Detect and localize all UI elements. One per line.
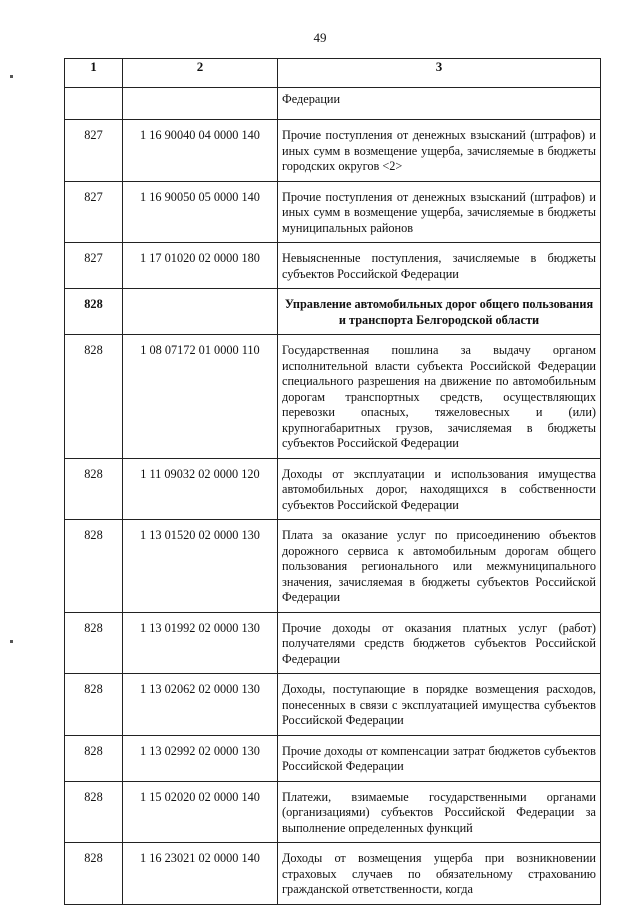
budget-classification-code-cell: 1 17 01020 02 0000 180 [123, 243, 278, 289]
table-row [65, 335, 601, 459]
revenue-description-cell: Федерации [278, 88, 601, 120]
revenue-description-cell: Плата за оказание услуг по присоединению объектов дорожного сервиса к автомобильным дорогам общего пользования регионального или межмуниципального значения, зачисляемая в бюджеты субъектов Российской Федерации [278, 520, 601, 613]
budget-classification-code-cell [123, 88, 278, 120]
admin-code-cell: 828 [65, 735, 123, 781]
revenue-description-cell: Прочие поступления от денежных взысканий (штрафов) и иных сумм в возмещение ущерба, зачисляемые в бюджеты муниципальных районов [278, 181, 601, 243]
admin-code-cell: 827 [65, 243, 123, 289]
table-row [65, 843, 601, 905]
admin-code-cell: 828 [65, 674, 123, 736]
admin-code-cell: 827 [65, 181, 123, 243]
revenue-description-cell: Прочие поступления от денежных взысканий (штрафов) и иных сумм в возмещение ущерба, зачисляемые в бюджеты городских округов <2> [278, 120, 601, 182]
admin-code-cell: 828 [65, 843, 123, 905]
margin-mark [10, 75, 13, 78]
table-row [65, 520, 601, 613]
budget-classification-code-cell [123, 289, 278, 335]
admin-code-cell: 828 [65, 520, 123, 613]
admin-code-cell: 828 [65, 335, 123, 459]
budget-classification-code-cell: 1 16 90050 05 0000 140 [123, 181, 278, 243]
admin-code-cell: 828 [65, 289, 123, 335]
budget-classification-code-cell: 1 11 09032 02 0000 120 [123, 458, 278, 520]
page-number: 49 [313, 30, 327, 45]
budget-classification-code-cell: 1 15 02020 02 0000 140 [123, 781, 278, 843]
budget-classification-code-cell: 1 16 90040 04 0000 140 [123, 120, 278, 182]
budget-classification-code-cell: 1 13 01520 02 0000 130 [123, 520, 278, 613]
budget-classification-code-cell: 1 13 02992 02 0000 130 [123, 735, 278, 781]
admin-code-cell [65, 88, 123, 120]
admin-code-cell: 828 [65, 458, 123, 520]
revenue-description-cell: Прочие доходы от компенсации затрат бюджетов субъектов Российской Федерации [278, 735, 601, 781]
table-row [65, 674, 601, 736]
table-row [65, 88, 601, 120]
admin-code-cell: 828 [65, 781, 123, 843]
table-row [65, 181, 601, 243]
header-col-2: 2 [123, 59, 278, 88]
revenue-description-cell: Управление автомобильных дорог общего пользования и транспорта Белгородской области [278, 289, 601, 335]
budget-classification-code-cell: 1 08 07172 01 0000 110 [123, 335, 278, 459]
revenue-description-cell: Прочие доходы от оказания платных услуг (работ) получателями средств бюджетов субъектов Российской Федерации [278, 612, 601, 674]
budget-classification-code-cell: 1 16 23021 02 0000 140 [123, 843, 278, 905]
header-col-1: 1 [65, 59, 123, 88]
admin-code-cell: 828 [65, 612, 123, 674]
revenue-description-cell: Доходы, поступающие в порядке возмещения расходов, понесенных в связи с эксплуатацией имущества субъектов Российской Федерации [278, 674, 601, 736]
table-row [65, 458, 601, 520]
header-col-3: 3 [278, 59, 601, 88]
table-row [65, 781, 601, 843]
budget-classification-code-cell: 1 13 01992 02 0000 130 [123, 612, 278, 674]
revenue-description-cell: Государственная пошлина за выдачу органом исполнительной власти субъекта Российской Федерации специального разрешения на движение по автомобильным дорогам транспортных средств, осуществляющих перевозки опасных, тяжеловесных и (или) крупногабаритных грузов, зачисляемая в бюджеты субъектов Российской Федерации [278, 335, 601, 459]
revenue-codes-table [64, 58, 601, 905]
admin-code-cell: 827 [65, 120, 123, 182]
margin-mark [10, 640, 13, 643]
table-row [65, 120, 601, 182]
revenue-description-cell: Доходы от возмещения ущерба при возникновении страховых случаев по обязательному страхованию гражданской ответственности, когда [278, 843, 601, 905]
table-header-row [65, 59, 601, 88]
table-row [65, 289, 601, 335]
budget-classification-code-cell: 1 13 02062 02 0000 130 [123, 674, 278, 736]
revenue-description-cell: Платежи, взимаемые государственными органами (организациями) субъектов Российской Федерации за выполнение определенных функций [278, 781, 601, 843]
table-row [65, 243, 601, 289]
table-row [65, 612, 601, 674]
revenue-description-cell: Доходы от эксплуатации и использования имущества автомобильных дорог, находящихся в собственности субъектов Российской Федерации [278, 458, 601, 520]
revenue-description-cell: Невыясненные поступления, зачисляемые в бюджеты субъектов Российской Федерации [278, 243, 601, 289]
table-row [65, 735, 601, 781]
